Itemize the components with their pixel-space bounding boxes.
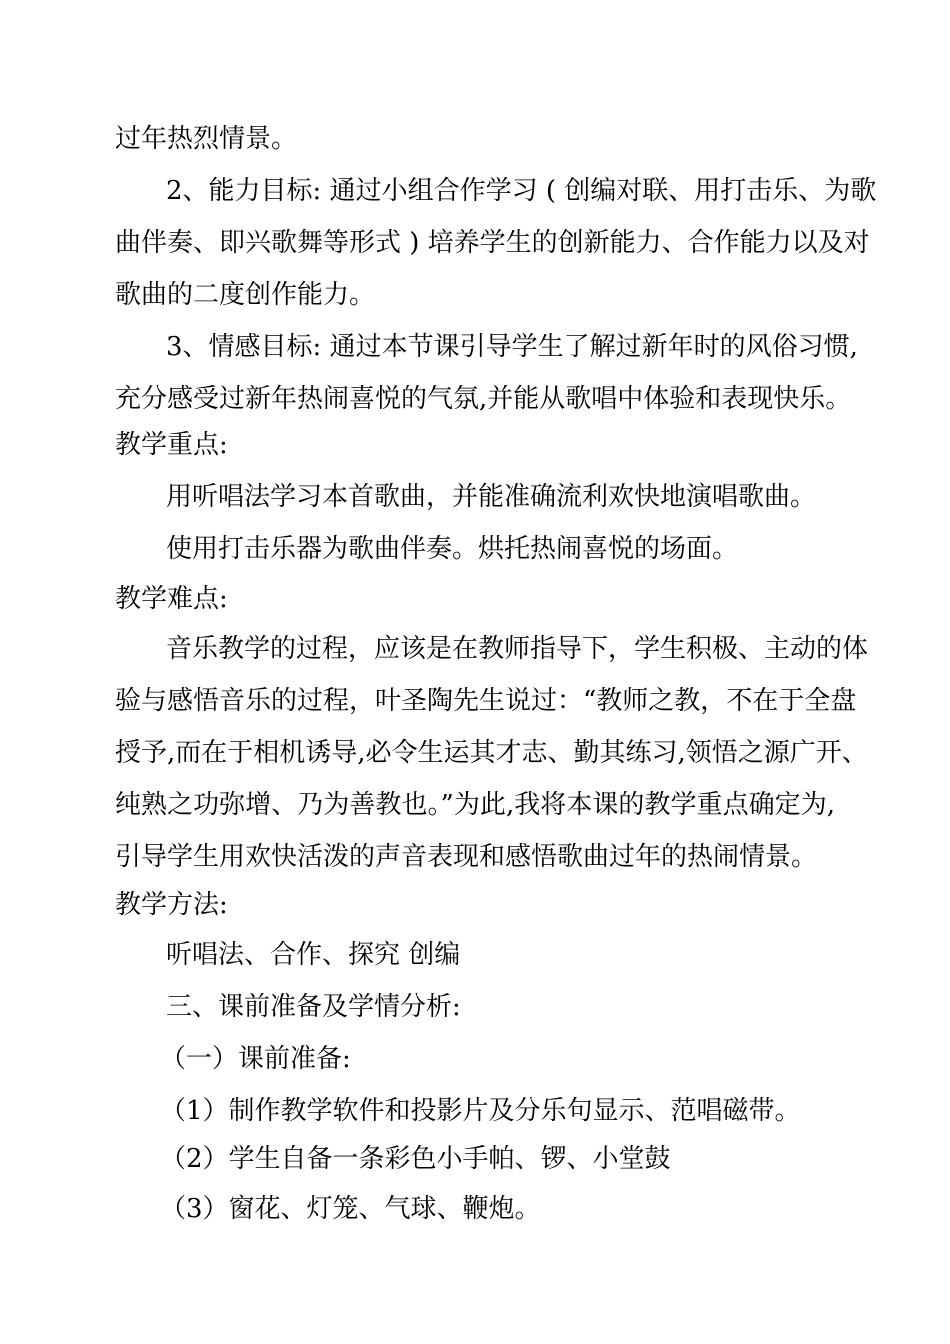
difficulty-line-3: 授予,而在于相机诱导,必令生运其才志、勤其练习,领悟之源广开、 — [115, 738, 868, 768]
ability-goal-line-2: 曲伴奏、即兴歌舞等形式 ) 培养学生的创新能力、合作能力以及对 — [115, 228, 870, 258]
key-point-line-2: 使用打击乐器为歌曲伴奏。烘托热闹喜悦的场面。 — [166, 534, 739, 564]
difficulty-line-2: 验与感悟音乐的过程，叶圣陶先生说过：“教师之教，不在于全盘 — [115, 686, 857, 716]
preparation-item-3: （3）窗花、灯笼、气球、鞭炮。 — [160, 1194, 541, 1224]
method-line: 听唱法、合作、探究 创编 — [166, 940, 461, 970]
section-heading-difficulties: 教学难点: — [115, 584, 228, 614]
section-heading-preparation: 三、课前准备及学情分析: — [166, 992, 461, 1022]
difficulty-line-5: 引导学生用欢快活泼的声音表现和感悟歌曲过年的热闹情景。 — [115, 842, 818, 872]
paragraph-line-1: 过年热烈情景。 — [115, 124, 298, 154]
difficulty-line-4: 纯熟之功弥增、乃为善教也。”为此,我将本课的教学重点确定为, — [115, 790, 835, 820]
ability-goal-line-3: 歌曲的二度创作能力。 — [115, 280, 376, 310]
emotion-goal-line-2: 充分感受过新年热闹喜悦的气氛,并能从歌唱中体验和表现快乐。 — [115, 384, 852, 414]
preparation-item-2: （2）学生自备一条彩色小手帕、锣、小堂鼓 — [160, 1144, 671, 1174]
difficulty-line-1: 音乐教学的过程，应该是在教师指导下，学生积极、主动的体 — [166, 634, 869, 664]
key-point-line-1: 用听唱法学习本首歌曲，并能准确流利欢快地演唱歌曲。 — [166, 482, 817, 512]
ability-goal-line-1: 2、能力目标: 通过小组合作学习 ( 创编对联、用打击乐、为歌 — [166, 176, 877, 206]
preparation-item-1: （1）制作教学软件和投影片及分乐句显示、范唱磁带。 — [160, 1096, 801, 1126]
section-heading-key-points: 教学重点: — [115, 430, 228, 460]
emotion-goal-line-1: 3、情感目标: 通过本节课引导学生了解过新年时的风俗习惯, — [166, 332, 858, 362]
section-heading-methods: 教学方法: — [115, 890, 228, 920]
subsection-heading-preparation: （一）课前准备: — [160, 1044, 351, 1074]
